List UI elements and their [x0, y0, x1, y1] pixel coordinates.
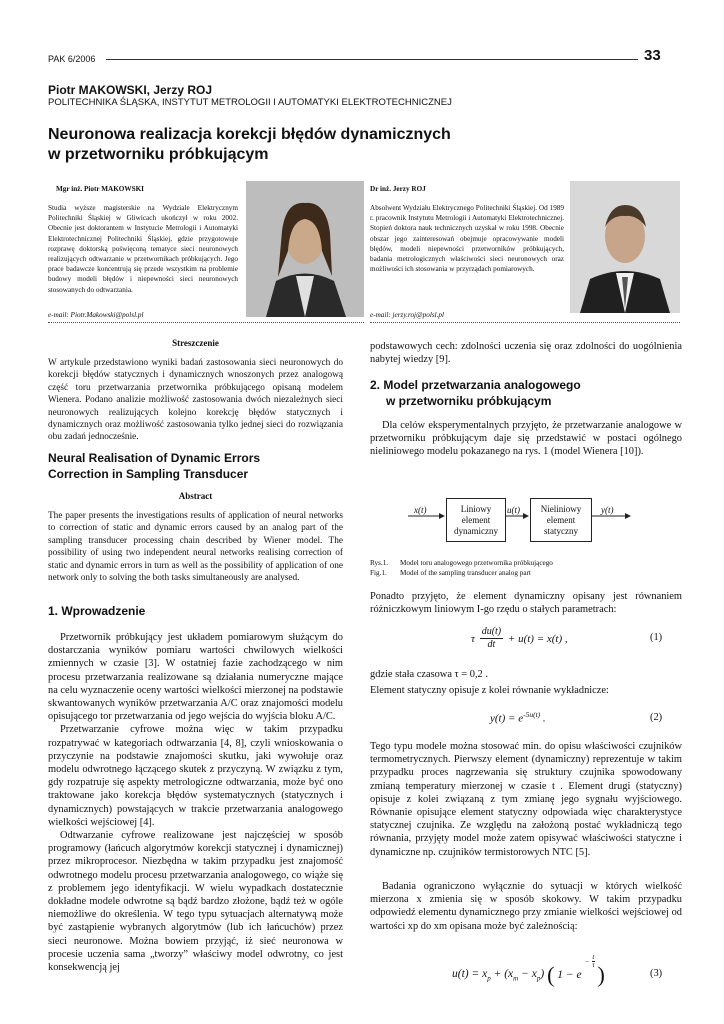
bio1-text: Studia wyższe magisterskie na Wydziale Elektrycznym Politechniki Śląskiej w Gliwicach ukończył w roku 2002. Obecnie jest doktorantem w Instytucie Metrologii i Automatyki Elektrotechnicznej Politechniki Śląskiej, gdzie przygotowuje rozprawę doktorską poświęconą tematyce sieci neuronowych realizujących odtwarzanie w przetwornikach próbkujących. Jego prace badawcze koncentrują się przede wszystkim na problemie budowy modeli błędów i niepewności sieci neuronowych stosowanych do odtwarzania. [48, 204, 238, 294]
tau-definition: gdzie stała czasowa τ = 0,2 . [370, 669, 488, 680]
bio1-name: Mgr inż. Piotr MAKOWSKI [56, 185, 144, 193]
input-signal-label: x(t) [414, 505, 427, 515]
caption-text: Model of the sampling transducer analog part [400, 569, 531, 578]
author1-photo [246, 181, 364, 317]
english-title [48, 450, 260, 482]
linear-dynamic-block [446, 498, 506, 542]
equation-1-number: (1) [650, 632, 663, 643]
bio2-email: e-mail: jerzy.roj@polsl.pl [370, 311, 445, 319]
section2-paragraph: Tego typu modele można stosować min. do opisu właściwości czujników termometrycznych. Pierwszy element (dynamiczny) reprezentuje w takim przypadku proces nagrzewania się struktury czujnika spowodowany zmianą temperatury mierzonej w czasie t . Element drugi (statyczny) opisuje z kolei związaną z tym zmianę jego sygnału wyjściowego. Równanie opisujące element statyczny odpowiada więc charakterystyce statycznej czujnika. Ze względu na założoną postać wykładniczą tego równania, przyjęty model może zatem opisywać właściwości statyczne i dynamiczne np. czujników termistorowych NTC [5]. [370, 741, 682, 858]
paper-title-line2: w przetworniku próbkującym [48, 146, 269, 163]
equation-2-number: (2) [650, 712, 663, 723]
section2-paragraph: Badania ograniczono wyłącznie do sytuacji w których wielkość mierzona x zmienia się w sposób skokowy. W takim przypadku odpowiedź elementu dynamicznego przy zmianie wielkości wejściowej od wartości xp do xm opisana może być zależnością: [370, 881, 682, 932]
figure-caption [370, 558, 553, 578]
equation-2-exponent: -5u(t) [523, 710, 541, 719]
section1-paragraph: Odtwarzanie cyfrowe realizowane jest najczęściej w sposób programowy (łańcuch algorytmów korekcji statycznej i dynamicznej) przez mikroprocesor. Niezbędna w takim przypadku jest znajomość odwrotnego modelu procesu przetwarzania analogowego, co wiąże się z problemem jego identyfikacji. W wielu wypadkach dostatecznie dokładne modele odwrotne są bądź bardzo złożone, bądź też w ogóle niemożliwe do określenia. W tego typu sytuacjach alternatywą może być zastąpienie wybranych algorytmów (lub ich łańcuchów) przez sieci neuronowe. Można bowiem przyjąć, iż sieć neuronowa w procesie uczenia sama „tworzy” właściwy model odwrotny, co jest konsekwencją jej [48, 830, 343, 974]
section1-paragraph: Przetwarzanie cyfrowe można więc w takim przypadku rozpatrywać w kategoriach odtwarzania [4, 8], czyli wnioskowania o przyczynie na podstawie znajomości skutku, jaki wywołuje oraz modelu odwrotnego łączącego skutek z przyczyną. W związku z tym, gdy rozpatruje się aspekty metrologiczne odtwarzania, może być ono traktowane jako korekcja błędów systematycznych (statycznych i dynamicznych) powstających w trakcie przetwarzania analogowego wielkości wejściowej [4]. [48, 724, 343, 828]
page-number: 33 [644, 47, 661, 64]
output-signal-label: y(t) [601, 505, 614, 515]
wiener-model-diagram [400, 492, 640, 548]
section2-heading-line2: w przetworniku próbkującym [386, 394, 552, 408]
block-label: element [546, 514, 576, 525]
equation-2: $y(t) = e^{-5u(t)}$ . [490, 710, 546, 725]
caption-text: Model toru analogowego przetwornika próbkującego [400, 559, 553, 567]
block-label: element [461, 514, 491, 525]
continuation-text: podstawowych cech: zdolności uczenia się oraz zdolności do uogólnienia nabytej wiedzy [9]. [370, 341, 682, 366]
section2-heading [370, 377, 581, 409]
block-label: Liniowy [460, 503, 492, 514]
portrait-image [570, 181, 680, 313]
header-rule [106, 59, 638, 60]
section2-paragraph: Element statyczny opisuje z kolei równanie wykładnicze: [370, 685, 609, 696]
authors-affiliation: POLITECHNIKA ŚLĄSKA, INSTYTUT METROLOGII I AUTOMATYKI ELEKTROTECHNICZNEJ [48, 97, 452, 108]
block-label: dynamiczny [454, 525, 498, 536]
nonlinear-static-block [530, 498, 592, 542]
bio2-name: Dr inż. Jerzy ROJ [370, 185, 426, 193]
caption-label: Rys.1. [370, 559, 389, 567]
section1-body [48, 631, 343, 974]
caption-label: Fig.1. [370, 569, 387, 578]
streszczenie-heading: Streszczenie [172, 338, 219, 348]
block-label: Nieliniowy [540, 503, 582, 514]
paper-title [48, 125, 451, 165]
abstract-heading: Abstract [178, 491, 213, 501]
paper-title-line1: Neuronowa realizacja korekcji błędów dynamicznych [48, 126, 451, 143]
intermediate-signal-label: u(t) [507, 505, 520, 515]
bio2-text: Absolwent Wydziału Elektrycznego Politechniki Śląskiej. Od 1989 r. pracownik Instytutu Metrologii i Automatyki Elektrotechnicznej. Stopień doktora nauk technicznych uzyskał w roku 1998. Obecnie obszar jego zainteresowań obejmuje opracowywanie modeli błędów, modeli niepewności przetworników próbkujących, badania metrologicznych właściwości sieci neuronowych oraz możliwości ich stosowania w przyrządach pomiarowych. [370, 204, 564, 274]
equation-3: $u(t) = x_p + (x_m - x_p)$ ( 1 − e − $\frac{t}{\tau}$ ) [452, 953, 605, 987]
streszczenie-text: W artykule przedstawiono wyniki badań zastosowania sieci neuronowych do korekcji błędów statycznych i dynamicznych wnoszonych przez analogową część toru przetwarzania przetwornika próbkującego opisaną modelem Wienera. Podano analizie możliwość zastosowania dwóch niezależnych sieci neuronowych realizujących kolejno korekcję błędów statycznych i dynamicznych oraz możliwość zastosowania tylko jednej sieci do rozwiązania obu zadań jednocześnie. [48, 358, 343, 443]
equation-1: τ $\frac{du(t)}{dt}$ + u(t) = x(t) , [471, 626, 568, 650]
diagram-arrows [400, 492, 640, 548]
block-label: statyczny [544, 525, 578, 536]
authors-names: Piotr MAKOWSKI, Jerzy ROJ [48, 83, 213, 97]
portrait-image [246, 181, 364, 317]
english-title-line2: Correction in Sampling Transducer [48, 467, 249, 481]
journal-label: PAK 6/2006 [48, 54, 96, 64]
author2-photo [570, 181, 680, 313]
equation-2-text: y(t) = e [490, 712, 524, 725]
section2-paragraph: Ponadto przyjęto, że element dynamiczny opisany jest równaniem różniczkowym liniowym I-go rzędu o stałych parametrach: [370, 591, 682, 616]
section2-paragraph: Dla celów eksperymentalnych przyjęto, że przetwarzanie analogowe w przetworniku próbkującym daje się przedstawić w postaci ogólnego nieliniowego modelu pokazanego na rys. 1 (model Wienera [10]). [370, 420, 682, 458]
bio1-separator [48, 322, 364, 323]
equation-3-number: (3) [650, 968, 663, 979]
bio2-separator [370, 322, 680, 323]
section2-heading-line1: 2. Model przetwarzania analogowego [370, 378, 581, 392]
abstract-text: The paper presents the investigations results of application of neural networks to correction of static and dynamic errors caused by an analog part of the sampling transducer processing chain described by Wiener model. The possibility of using two independent neural networks realising correction of static and dynamic errors in turn as well as the possibility of application of one network only to solving the both tasks simultaneously are analysed. [48, 511, 343, 584]
section1-heading: 1. Wprowadzenie [48, 604, 146, 618]
section1-paragraph: Przetwornik próbkujący jest układem pomiarowym służącym do dostarczania wyników pomiaru wartości chwilowych wielkości zmiennych w czasie [3]. W ostatniej fazie zachodzącego w nim procesu przetwarzania realizowane są działania numeryczne mające na celu wyznaczenie oceny wartości wielkości mierzonej na podstawie skwantowanych wyników przetwarzania A/C oraz znajomości modelu opisującego tor przetwarzania od jego wejścia do wyjścia bloku A/C. [48, 632, 343, 723]
english-title-line1: Neural Realisation of Dynamic Errors [48, 451, 261, 465]
bio1-email: e-mail: Piotr.Makowski@polsl.pl [48, 311, 144, 319]
